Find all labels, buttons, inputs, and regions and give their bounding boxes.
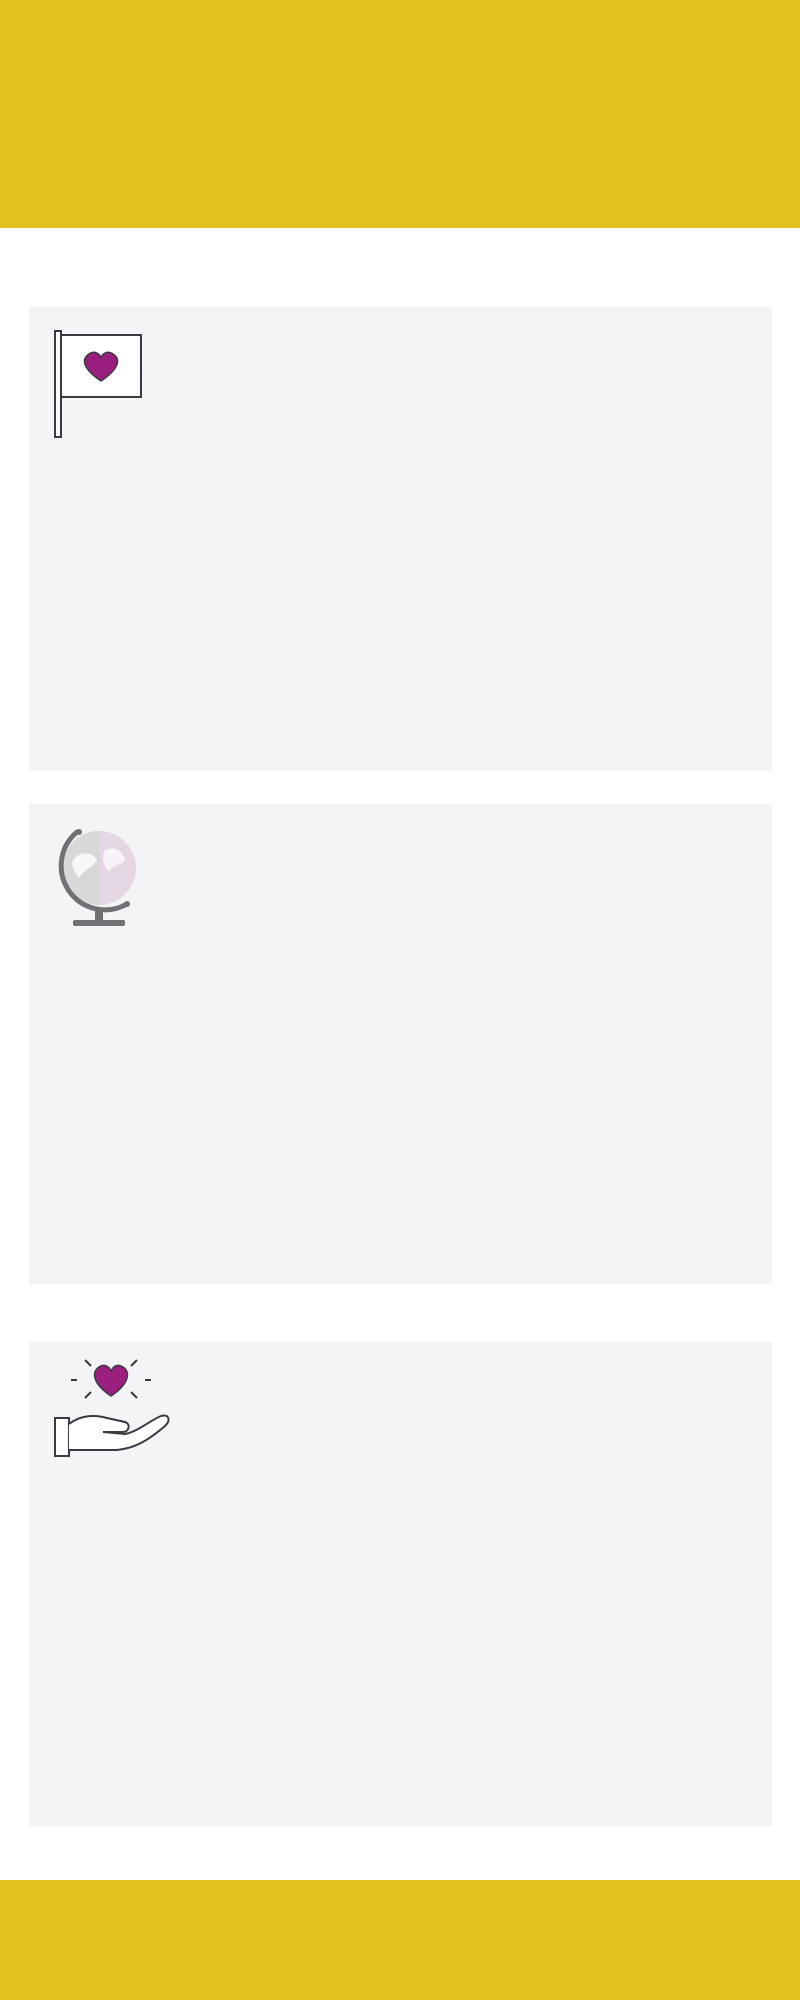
globe-icon xyxy=(53,820,153,932)
section-card xyxy=(29,804,772,1284)
stripe-divider-top xyxy=(0,228,800,255)
stripe-divider-bottom xyxy=(0,1880,800,1935)
section-card xyxy=(29,307,772,771)
hand-heart-icon xyxy=(53,1350,173,1462)
flag-heart-icon xyxy=(53,329,147,441)
header-banner xyxy=(0,0,800,255)
section-card xyxy=(29,1342,772,1826)
